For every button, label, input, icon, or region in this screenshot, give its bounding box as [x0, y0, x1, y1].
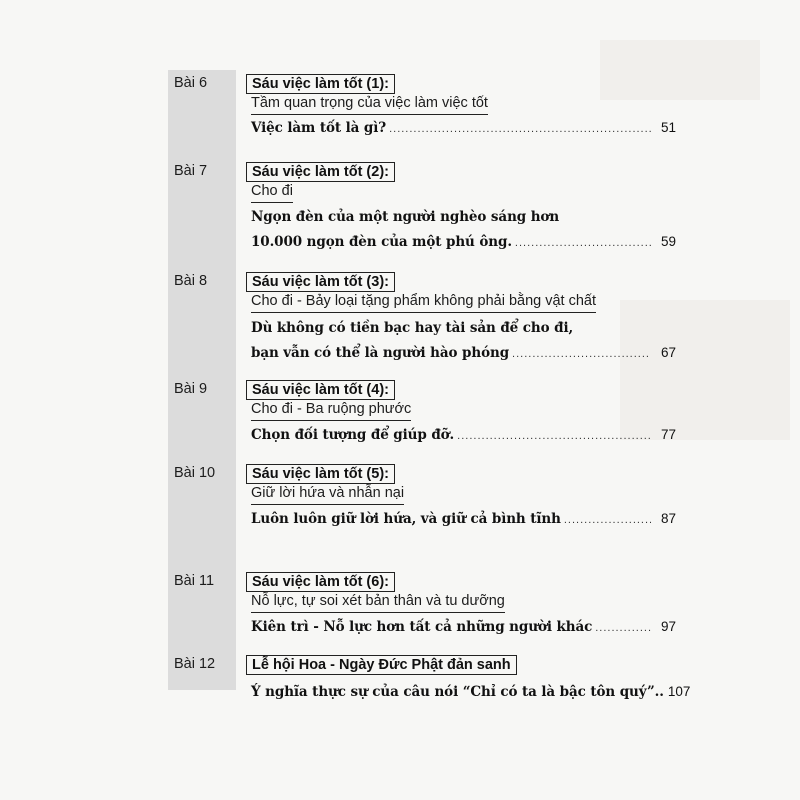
lesson-number: Bài 11	[174, 573, 215, 589]
toc-entry[interactable]	[251, 426, 676, 446]
toc-lesson-8	[168, 272, 676, 362]
toc-lesson-11	[168, 572, 676, 642]
page-number: 51	[660, 120, 676, 135]
entry-title: Dù không có tiền bạc hay tài sản để cho đi,	[251, 320, 574, 336]
page-number: 59	[660, 234, 676, 249]
toc-entry[interactable]	[251, 119, 676, 139]
toc-entry-line	[251, 344, 676, 363]
toc-entry[interactable]	[251, 683, 691, 703]
lesson-subtitle: Tầm quan trọng của việc làm việc tốt	[251, 94, 488, 115]
lesson-number: Bài 6	[174, 75, 208, 91]
toc-lesson-7	[168, 162, 676, 252]
lesson-heading: Sáu việc làm tốt (3):	[246, 272, 395, 292]
entry-title: 10.000 ngọn đèn của một phú ông.	[251, 234, 512, 250]
toc-entry-line	[251, 319, 676, 337]
page-number: 87	[660, 511, 676, 526]
dot-leader	[457, 427, 651, 445]
lesson-heading: Sáu việc làm tốt (1):	[246, 74, 395, 94]
dot-leader	[595, 619, 651, 637]
toc-entry-line	[251, 426, 676, 445]
lesson-subtitle: Cho đi - Ba ruộng phước	[251, 400, 411, 421]
lesson-number: Bài 7	[174, 163, 208, 179]
toc-entry-line	[251, 618, 676, 637]
lesson-subtitle: Giữ lời hứa và nhẫn nại	[251, 484, 404, 505]
dot-leader	[512, 345, 651, 363]
lesson-number: Bài 10	[174, 465, 216, 481]
lesson-heading: Sáu việc làm tốt (4):	[246, 380, 395, 400]
lesson-number: Bài 8	[174, 273, 208, 289]
lesson-heading: Sáu việc làm tốt (2):	[246, 162, 395, 182]
page-number: 77	[660, 427, 676, 442]
lesson-subtitle: Cho đi	[251, 182, 293, 203]
toc-lesson-6	[168, 74, 676, 144]
entry-title: bạn vẫn có thể là người hào phóng	[251, 345, 510, 361]
entry-title: Luôn luôn giữ lời hứa, và giữ cả bình tĩnh	[251, 511, 561, 527]
dot-leader	[564, 511, 651, 529]
page-number: 107	[667, 684, 691, 699]
toc-entry[interactable]	[251, 510, 676, 530]
toc-entry[interactable]	[251, 208, 676, 248]
lesson-number: Bài 12	[174, 656, 216, 672]
lesson-subtitle: Cho đi - Bảy loại tặng phẩm không phải bằng vật chất	[251, 292, 596, 313]
dot-leader	[389, 120, 651, 138]
lesson-number: Bài 9	[174, 381, 208, 397]
toc-entry-line	[251, 119, 676, 138]
toc-entry-line	[251, 208, 676, 226]
dot-leader	[515, 234, 651, 252]
lesson-subtitle: Nỗ lực, tự soi xét bản thân và tu dưỡng	[251, 592, 505, 613]
toc-lesson-9	[168, 380, 676, 450]
toc-entry-line	[251, 683, 691, 701]
toc-lesson-12	[168, 655, 691, 705]
page-number: 97	[660, 619, 676, 634]
toc-lesson-10	[168, 464, 676, 534]
entry-title: Kiên trì - Nỗ lực hơn tất cả những người khác	[251, 619, 593, 635]
toc-entry-line	[251, 510, 676, 529]
page-number: 67	[660, 345, 676, 360]
toc-entry[interactable]	[251, 319, 676, 359]
toc-entry[interactable]	[251, 618, 676, 638]
lesson-heading: Lễ hội Hoa - Ngày Đức Phật đản sanh	[246, 655, 517, 675]
entry-title: Ý nghĩa thực sự của câu nói “Chỉ có ta là bậc tôn quý”..	[251, 684, 664, 700]
lesson-heading: Sáu việc làm tốt (5):	[246, 464, 395, 484]
entry-title: Chọn đối tượng để giúp đỡ.	[251, 427, 455, 443]
lesson-heading: Sáu việc làm tốt (6):	[246, 572, 395, 592]
entry-title: Việc làm tốt là gì?	[251, 120, 387, 136]
entry-title: Ngọn đèn của một người nghèo sáng hơn	[251, 209, 560, 225]
toc-entry-line	[251, 233, 676, 252]
